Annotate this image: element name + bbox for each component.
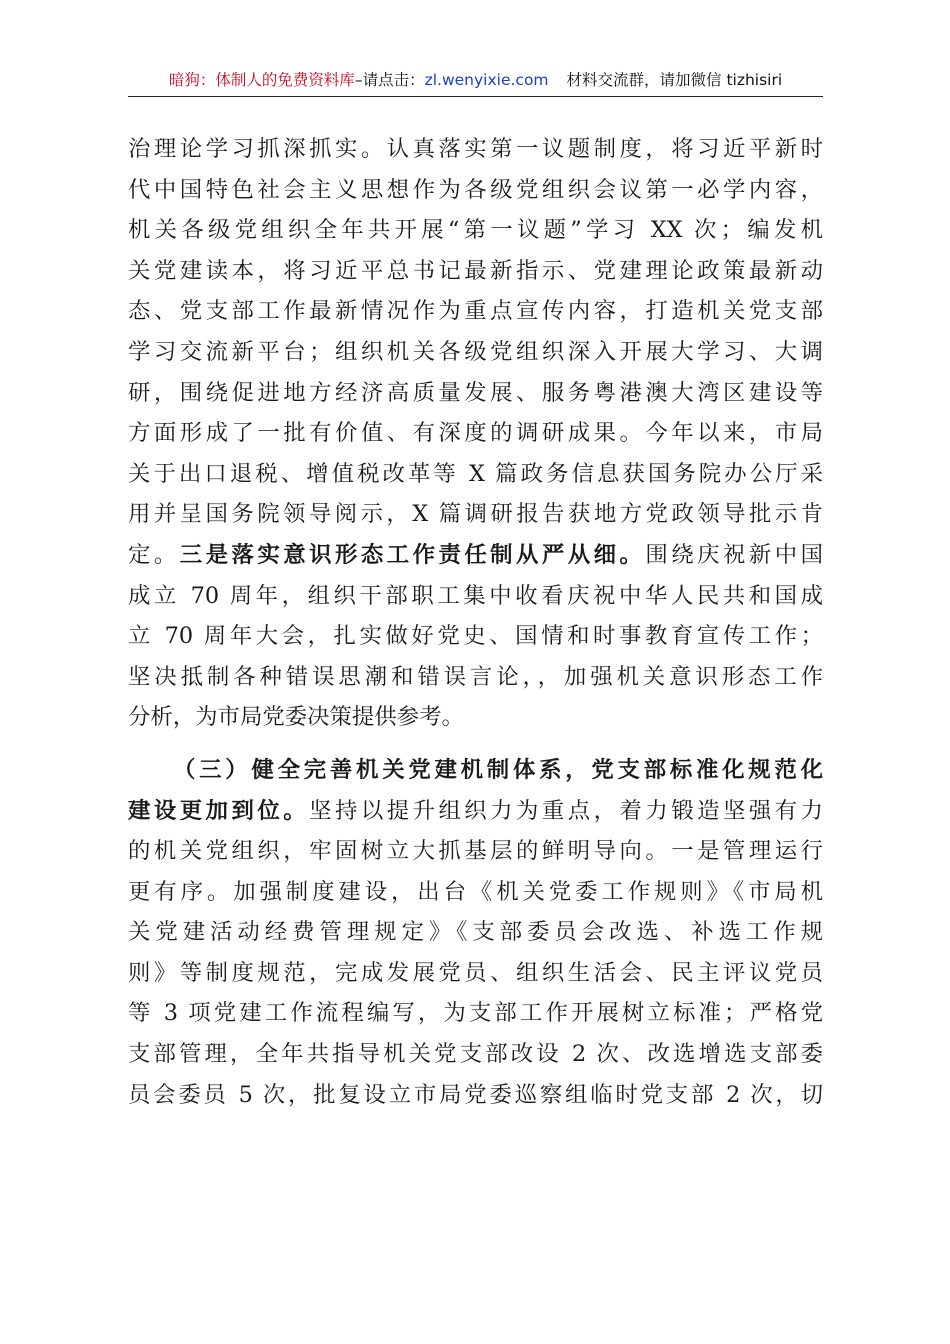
text-line: 学习交流新平台；组织机关各级党组织深入开展大学习、大调 bbox=[128, 338, 823, 365]
document-body bbox=[128, 129, 823, 1115]
text-line: 更有序。加强制度建设，出台《机关党委工作规则》《市局机 bbox=[128, 878, 823, 905]
text-line: 治理论学习抓深抓实。认真落实第一议题制度，将习近平新时 bbox=[128, 136, 823, 162]
text-line: 代中国特色社会主义思想作为各级党组织会议第一必学内容， bbox=[128, 176, 823, 203]
text-line bbox=[128, 750, 823, 791]
text-line: 员会委员 5 次，批复设立市局党委巡察组临时党支部 2 次，切 bbox=[128, 1081, 823, 1108]
text-line: 态、党支部工作最新情况作为重点宣传内容，打造机关党支部 bbox=[128, 298, 823, 325]
text-run: 定。 bbox=[128, 541, 180, 568]
text-run: 坚持以提升组织力为重点，着力锻造坚强有力 bbox=[309, 797, 823, 824]
header-site-name: 暗狗：体制人的免费资料库 bbox=[168, 71, 355, 89]
text-line bbox=[128, 791, 823, 832]
text-line: 机关各级党组织全年共开展“第一议题”学习 XX 次；编发机 bbox=[128, 217, 823, 244]
text-line: 关党建读本，将习近平总书记最新指示、党建理论政策最新动 bbox=[128, 257, 823, 284]
text-line bbox=[128, 535, 823, 576]
header-url-link[interactable]: zl.wenyixie.com bbox=[424, 71, 549, 89]
text-line: 等 3 项党建工作流程编写，为支部工作开展树立标准；严格党 bbox=[128, 1000, 823, 1027]
text-line: 关党建活动经费管理规定》《支部委员会改选、补选工作规 bbox=[128, 919, 823, 946]
text-line: 成立 70 周年，组织干部职工集中收看庆祝中华人民共和国成 bbox=[128, 582, 823, 609]
text-line: 分析，为市局党委决策提供参考。 bbox=[128, 704, 464, 731]
text-line: 则》等制度规范，完成发展党员、组织生活会、民主评议党员 bbox=[128, 959, 823, 986]
text-line: 研，围绕促进地方经济高质量发展、服务粤港澳大湾区建设等 bbox=[128, 379, 823, 406]
text-line: 关于出口退税、增值税改革等 X 篇政务信息获国务院办公厅采 bbox=[128, 460, 823, 487]
text-line: 用并呈国务院领导阅示，X 篇调研报告获地方党政领导批示肯 bbox=[128, 501, 823, 528]
header-click-prompt: –请点击： bbox=[354, 71, 425, 89]
text-line: 支部管理，全年共指导机关党支部改设 2 次、改选增选支部委 bbox=[128, 1041, 823, 1068]
paragraph bbox=[128, 129, 823, 738]
header-wechat-note: 材料交流群，请加微信 tizhisiri bbox=[566, 71, 783, 89]
text-line: 立 70 周年大会，扎实做好党史、国情和时事教育宣传工作； bbox=[128, 623, 823, 650]
text-line: 坚决抵制各种错误思潮和错误言论，，加强机关意识形态工作 bbox=[128, 663, 823, 690]
section-heading: （三）健全完善机关党建机制体系，党支部标准化规范化 bbox=[173, 756, 823, 783]
header-divider bbox=[128, 96, 823, 97]
section-heading: 建设更加到位。 bbox=[128, 797, 310, 824]
paragraph bbox=[128, 750, 823, 1115]
text-line: 的机关党组织，牢固树立大抓基层的鲜明导向。一是管理运行 bbox=[128, 838, 823, 865]
text-run: 围绕庆祝新中国 bbox=[645, 541, 823, 568]
bold-heading-run: 三是落实意识形态工作责任制从严从细。 bbox=[179, 541, 646, 568]
page-header bbox=[128, 68, 823, 92]
text-line: 方面形成了一批有价值、有深度的调研成果。今年以来，市局 bbox=[128, 420, 823, 447]
